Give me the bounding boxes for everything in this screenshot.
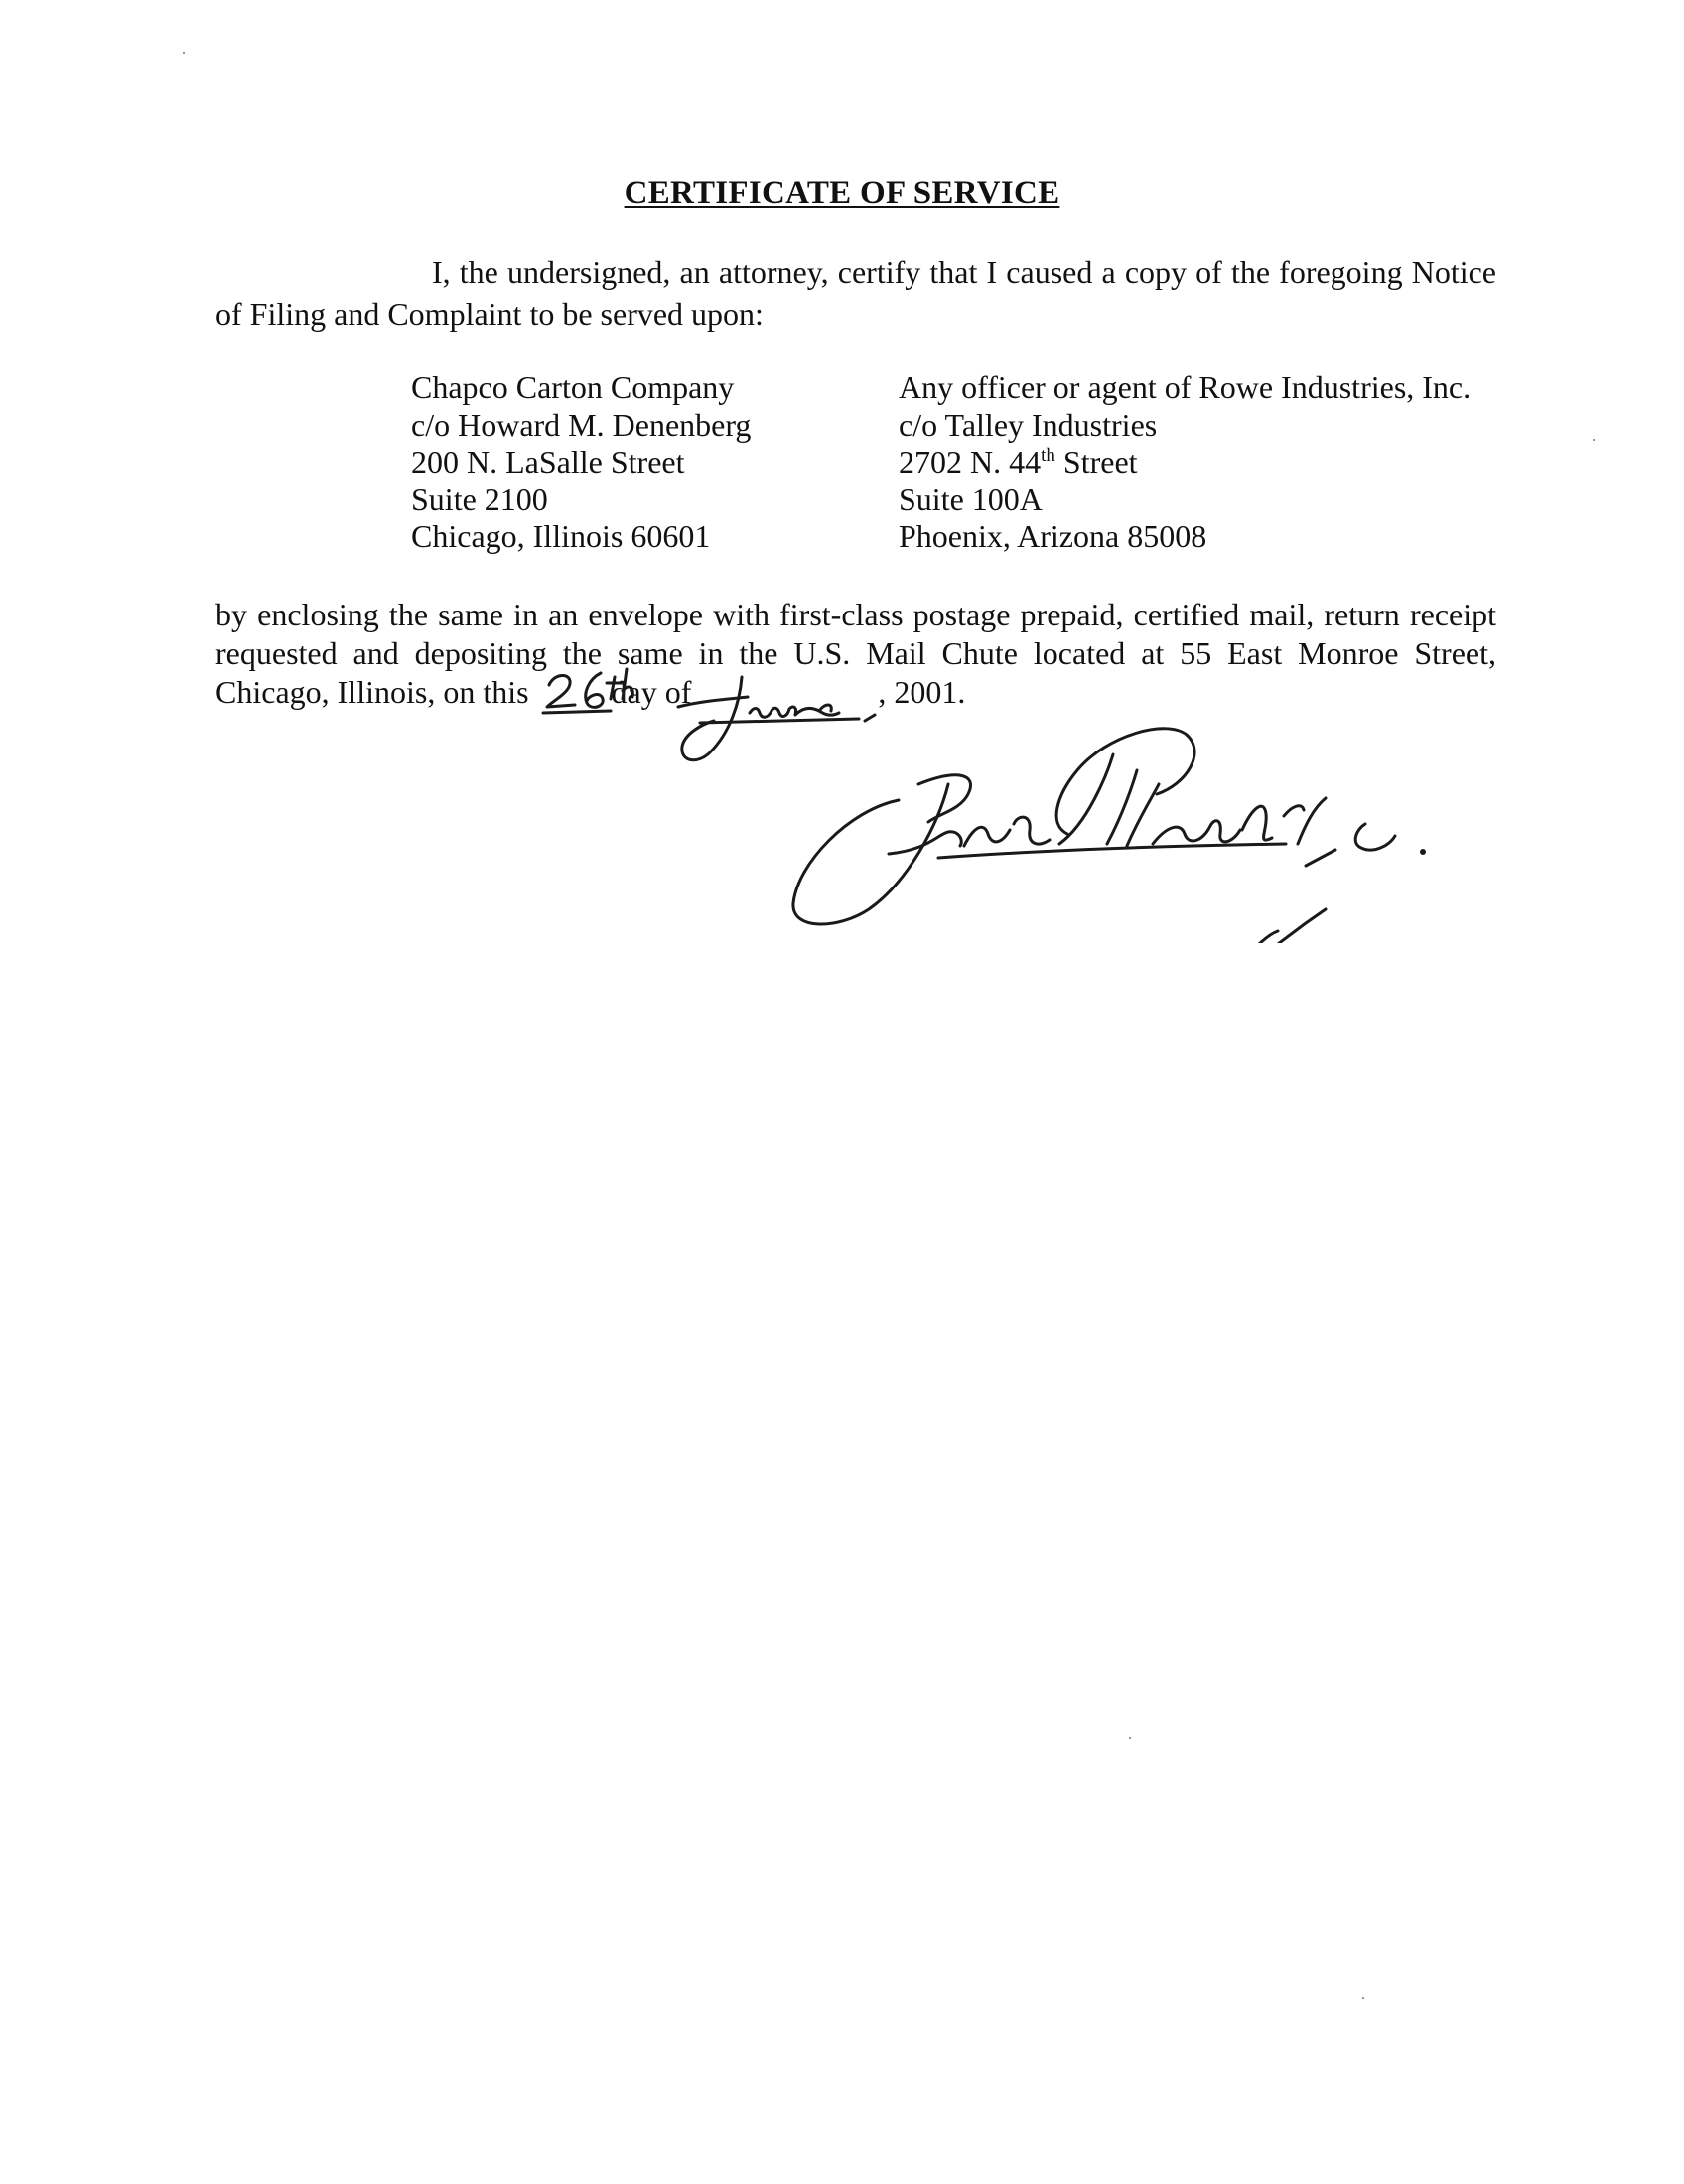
scan-speck xyxy=(1362,1997,1364,1999)
intro-paragraph: I, the undersigned, an attorney, certify that I caused a copy of the foregoing Notice of Filing and Complaint to be served upon: xyxy=(215,254,1496,332)
closing-line xyxy=(215,673,1496,712)
closing-paragraph xyxy=(215,596,1496,712)
scan-speck xyxy=(1129,1737,1131,1739)
address-line: Phoenix, Arizona 85008 xyxy=(899,518,1207,554)
closing-line: by enclosing the same in an envelope with first-class postage prepaid, certified mail, return receipt xyxy=(215,597,1496,632)
recipient-address-rowe xyxy=(899,369,1471,556)
address-line: c/o Talley Industries xyxy=(899,406,1158,443)
scan-speck xyxy=(183,52,185,54)
address-line: Chicago, Illinois 60601 xyxy=(411,518,711,554)
scan-speck xyxy=(1593,439,1595,441)
street-name: Street xyxy=(1054,444,1138,479)
address-line: c/o Howard M. Denenberg xyxy=(411,406,752,443)
address-line: Suite 100A xyxy=(899,480,1043,517)
address-line: Any officer or agent of Rowe Industries, Inc. xyxy=(899,369,1472,405)
closing-day-of: day of xyxy=(611,674,692,710)
closing-line: requested and depositing the same in the U.S. Mail Chute located at 55 East Monroe Street, xyxy=(215,635,1496,671)
ordinal-suffix: th xyxy=(1041,445,1055,466)
closing-prefix: Chicago, Illinois, on this xyxy=(215,674,529,710)
address-line: Suite 2100 xyxy=(411,480,548,517)
recipient-address-chapco xyxy=(411,369,751,556)
page-title: CERTIFICATE OF SERVICE xyxy=(624,175,1060,210)
signature-dot xyxy=(1420,849,1426,855)
address-line xyxy=(899,444,1471,481)
address-line: Chapco Carton Company xyxy=(411,369,735,405)
closing-suffix: , 2001. xyxy=(878,674,966,710)
street-number: 2702 N. 44 xyxy=(899,444,1042,479)
signature xyxy=(789,715,1554,943)
address-line: 200 N. LaSalle Street xyxy=(411,444,685,479)
